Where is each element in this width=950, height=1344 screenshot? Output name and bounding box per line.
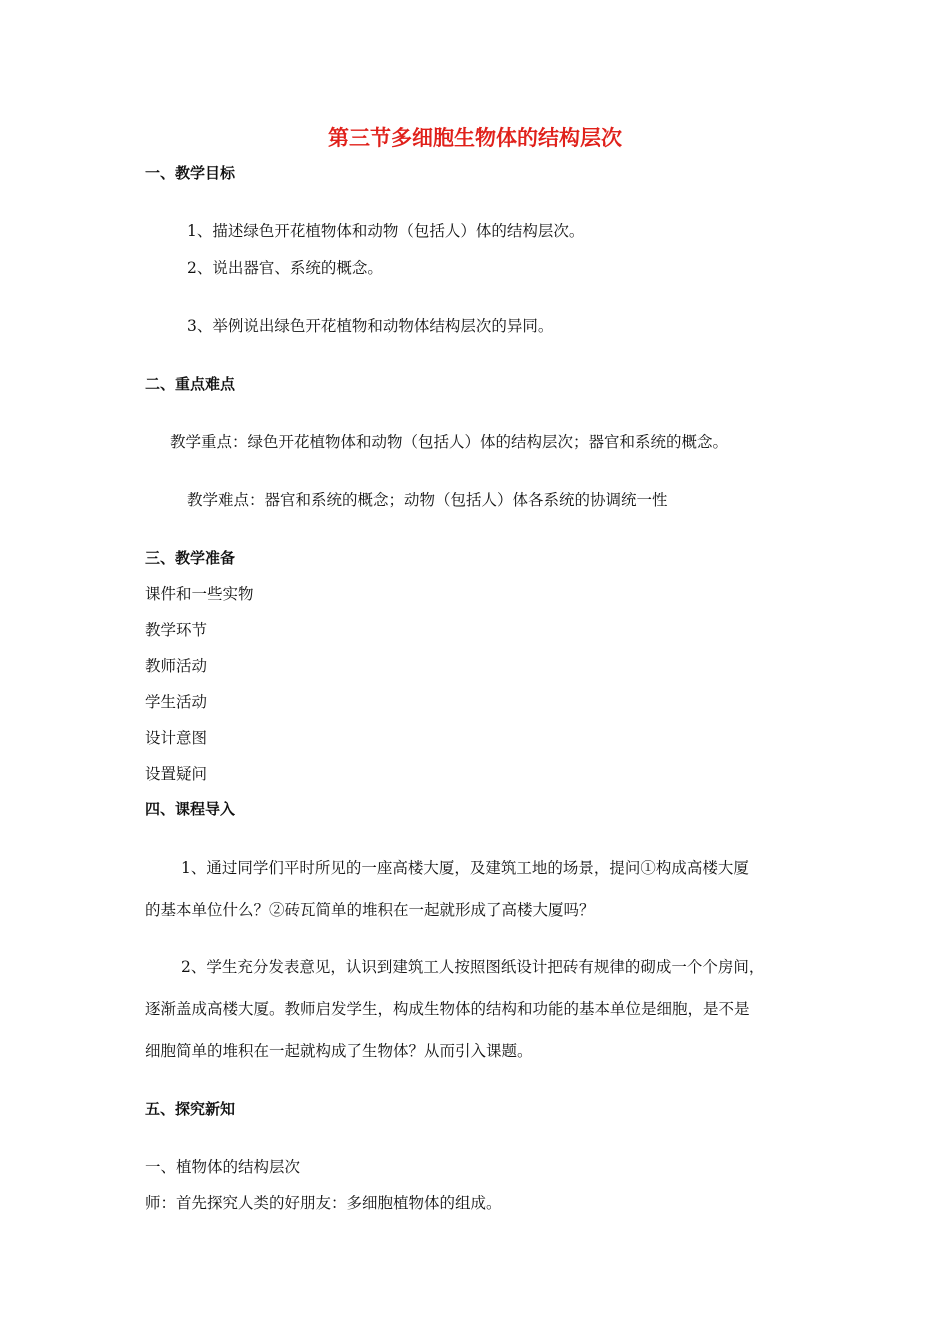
preparation-line: 教学环节 (145, 621, 208, 639)
section-heading-key-points: 二、重点难点 (145, 375, 236, 393)
section-heading-introduction: 四、课程导入 (145, 800, 236, 818)
paragraph-line: 细胞简单的堆积在一起就构成了生物体？从而引入课题。 (145, 1042, 533, 1060)
paragraph-line: 逐渐盖成高楼大厦。教师启发学生，构成生物体的结构和功能的基本单位是细胞，是不是 (145, 1000, 750, 1018)
objective-item: 1、描述绿色开花植物体和动物（包括人）体的结构层次。 (187, 222, 585, 240)
preparation-line: 学生活动 (145, 693, 208, 711)
key-point-text: 教学重点：绿色开花植物体和动物（包括人）体的结构层次；器官和系统的概念。 (170, 433, 729, 451)
section-heading-preparation: 三、教学准备 (145, 549, 236, 567)
section-heading-explore: 五、探究新知 (145, 1100, 236, 1118)
preparation-line: 课件和一些实物 (145, 585, 254, 603)
page-title: 第三节多细胞生物体的结构层次 (328, 126, 622, 150)
subsection-heading: 一、植物体的结构层次 (145, 1158, 301, 1176)
difficulty-text: 教学难点：器官和系统的概念；动物（包括人）体各系统的协调统一性 (187, 491, 668, 509)
preparation-line: 设计意图 (145, 729, 208, 747)
paragraph-line: 的基本单位什么？②砖瓦简单的堆积在一起就形成了高楼大厦吗？ (145, 901, 595, 919)
preparation-line: 设置疑问 (145, 765, 208, 783)
objective-item: 2、说出器官、系统的概念。 (187, 259, 383, 277)
preparation-line: 教师活动 (145, 657, 208, 675)
paragraph-line: 2、学生充分发表意见，认识到建筑工人按照图纸设计把砖有规律的砌成一个个房间， (181, 958, 765, 976)
teacher-line: 师：首先探究人类的好朋友：多细胞植物体的组成。 (145, 1194, 502, 1212)
section-heading-objectives: 一、教学目标 (145, 164, 236, 182)
objective-item: 3、举例说出绿色开花植物和动物体结构层次的异同。 (187, 317, 554, 335)
paragraph-line: 1、通过同学们平时所见的一座高楼大厦，及建筑工地的场景，提问①构成高楼大厦 (181, 859, 749, 877)
